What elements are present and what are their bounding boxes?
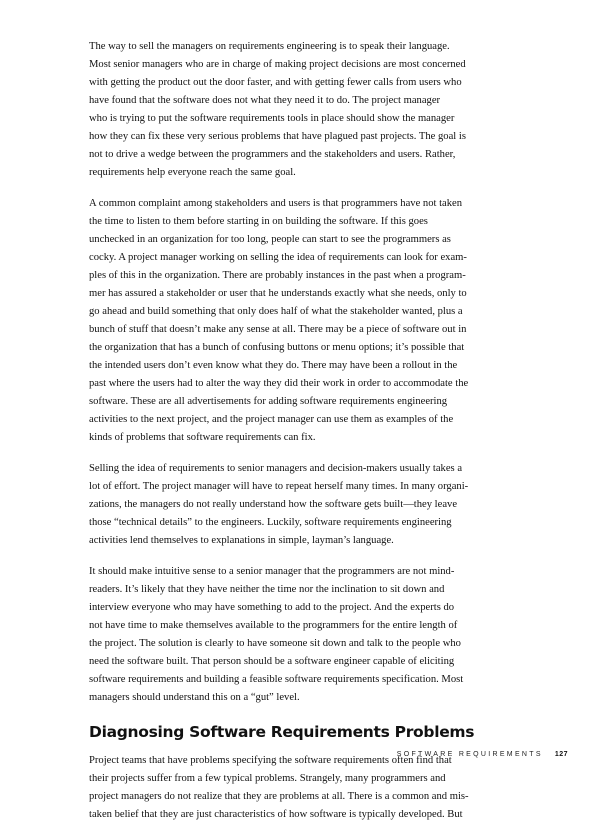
- text-line: the project. The solution is clearly to have someone sit down and talk to the people who: [89, 638, 461, 649]
- text-line: Project teams that have problems specifying the software requirements often find that: [89, 755, 452, 766]
- text-line: need the software built. That person should be a software engineer capable of eliciting: [89, 656, 455, 667]
- text-line: with getting the product out the door faster, and with getting fewer calls from users who: [89, 77, 462, 88]
- text-line: their projects suffer from a few typical problems. Strangely, many programmers and: [89, 773, 446, 784]
- paragraph-1: [89, 38, 523, 182]
- text-line: the organization that has a bunch of confusing buttons or menu options; it’s possible that: [89, 342, 465, 353]
- page-footer: [0, 750, 568, 760]
- running-head: SOFTWARE REQUIREMENTS: [396, 751, 543, 758]
- text-line: lot of effort. The project manager will have to repeat herself many times. In many organi-: [89, 481, 469, 492]
- text-line: activities to the next project, and the project manager can use them as examples of the: [89, 414, 454, 425]
- text-line: A common complaint among stakeholders and users is that programmers have not taken: [89, 198, 463, 209]
- text-line: mer has assured a stakeholder or user that he understands exactly what she needs, only to: [89, 288, 467, 299]
- paragraph-3: [89, 460, 523, 550]
- text-line: kinds of problems that software requirements can fix.: [89, 432, 316, 443]
- text-line: It should make intuitive sense to a senior manager that the programmers are not mind-: [89, 566, 455, 577]
- text-line: bunch of stuff that doesn’t make any sense at all. There may be a piece of software out in: [89, 324, 467, 335]
- text-line: cocky. A project manager working on selling the idea of requirements can look for exam-: [89, 252, 467, 263]
- text-line: go ahead and build something that only does half of what the stakeholder wanted, plus a: [89, 306, 463, 317]
- text-line: taken belief that they are just characteristics of how software is typically developed. But: [89, 809, 463, 820]
- text-line: not have time to make themselves available to the programmers for the entire length of: [89, 620, 458, 631]
- text-line: ples of this in the organization. There are probably instances in the past when a program-: [89, 270, 466, 281]
- text-line: the time to listen to them before starting in on building the software. If this goes: [89, 216, 428, 227]
- text-line: past where the users had to alter the way they did their work in order to accommodate the: [89, 378, 469, 389]
- paragraph-2: [89, 195, 523, 447]
- text-line: have found that the software does not what they need it to do. The project manager: [89, 95, 441, 106]
- section-heading: Diagnosing Software Requirements Problems: [89, 723, 475, 741]
- text-line: Selling the idea of requirements to senior managers and decision-makers usually takes a: [89, 463, 463, 474]
- page-number: 127: [554, 751, 568, 758]
- paragraph-4: [89, 563, 523, 707]
- text-line: unchecked in an organization for too long, people can start to see the programmers as: [89, 234, 451, 245]
- text-line: software requirements and building a feasible software requirements specification. Most: [89, 674, 464, 685]
- text-line: interview everyone who may have something to add to the project. And the experts do: [89, 602, 455, 613]
- page-body: [89, 38, 523, 837]
- text-line: project managers do not realize that they are problems at all. There is a common and mis-: [89, 791, 469, 802]
- text-line: the intended users don’t even know what they do. There may have been a rollout in the: [89, 360, 458, 371]
- text-line: zations, the managers do not really understand how the software gets built—they leave: [89, 499, 458, 510]
- text-line: who is trying to put the software requirements tools in place should show the manager: [89, 113, 455, 124]
- section-paragraph: [89, 752, 523, 824]
- text-line: readers. It’s likely that they have neither the time nor the inclination to sit down and: [89, 584, 445, 595]
- text-line: activities lend themselves to explanations in simple, layman’s language.: [89, 535, 394, 546]
- text-line: software. These are all advertisements for adding software requirements engineering: [89, 396, 448, 407]
- text-line: those “technical details” to the engineers. Luckily, software requirements engineering: [89, 517, 452, 528]
- text-line: not to drive a wedge between the programmers and the stakeholders and users. Rather,: [89, 149, 456, 160]
- text-line: Most senior managers who are in charge of making project decisions are most concerned: [89, 59, 466, 70]
- text-line: how they can fix these very serious problems that have plagued past projects. The goal is: [89, 131, 466, 142]
- text-line: requirements help everyone reach the same goal.: [89, 167, 296, 178]
- text-line: managers should understand this on a “gut” level.: [89, 692, 300, 703]
- text-line: The way to sell the managers on requirements engineering is to speak their language.: [89, 41, 450, 52]
